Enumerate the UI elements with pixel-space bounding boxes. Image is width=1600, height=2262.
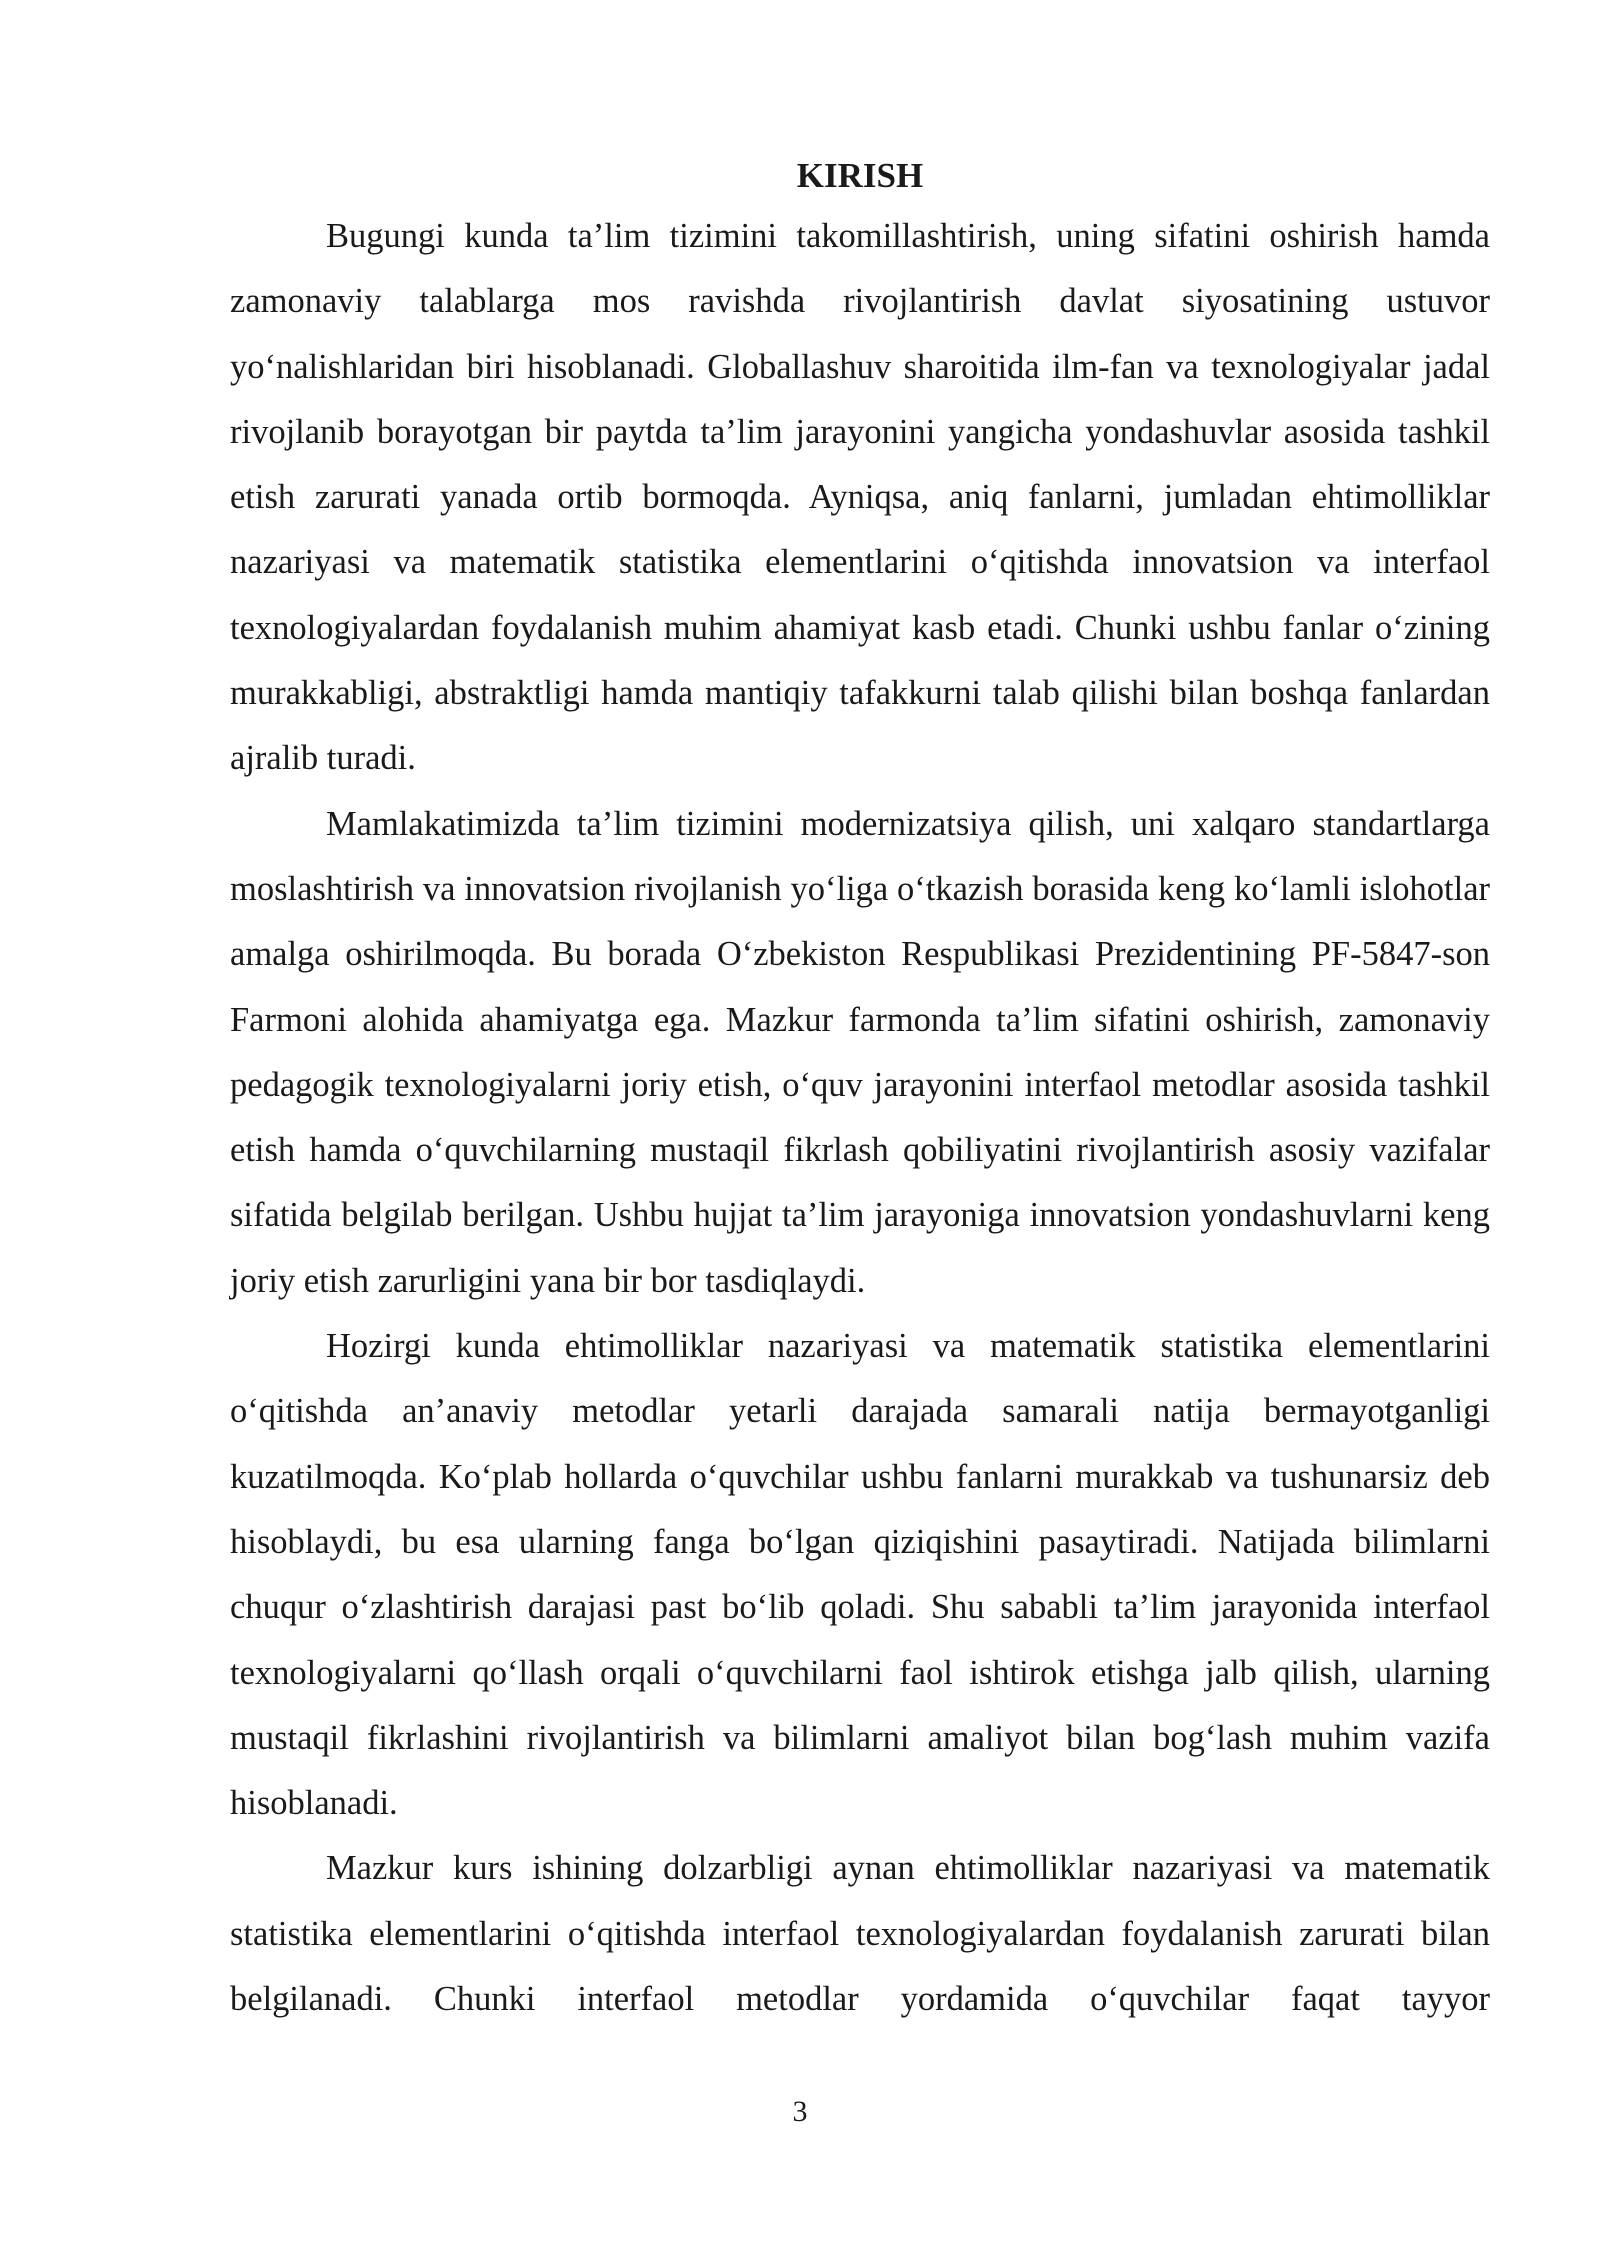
- page-number: 3: [792, 2095, 808, 2128]
- page-body: [230, 148, 1490, 2032]
- paragraph-1: Bugungi kunda ta’lim tizimini takomillashtirish, uning sifatini oshirish hamda zamonaviy talablarga mos ravishda rivojlantirish davlat siyosatining ustuvor yo‘nalishlaridan biri hisoblanadi. Globallashuv sharoitida ilm-fan va texnologiyalar jadal rivojlanib borayotgan bir paytda ta’lim jarayonini yangicha yondashuvlar asosida tashkil etish zarurati yanada ortib bormoqda. Ayniqsa, aniq fanlarni, jumladan ehtimolliklar nazariyasi va matematik statistika elementlarini o‘qitishda innovatsion va interfaol texnologiyalardan foydalanish muhim ahamiyat kasb etadi. Chunki ushbu fanlar o‘zining murakkabligi, abstraktligi hamda mantiqiy tafakkurni talab qilishi bilan boshqa fanlardan ajralib turadi.: [230, 217, 1490, 778]
- paragraph-2: Mamlakatimizda ta’lim tizimini modernizatsiya qilish, uni xalqaro standartlarga moslashtirish va innovatsion rivojlanish yo‘liga o‘tkazish borasida keng ko‘lamli islohotlar amalga oshirilmoqda. Bu borada O‘zbekiston Respublikasi Prezidentining PF-5847-son Farmoni alohida ahamiyatga ega. Mazkur farmonda ta’lim sifatini oshirish, zamonaviy pedagogik texnologiyalarni joriy etish, o‘quv jarayonini interfaol metodlar asosida tashkil etish hamda o‘quvchilarning mustaqil fikrlash qobiliyatini rivojlantirish asosiy vazifalar sifatida belgilab berilgan. Ushbu hujjat ta’lim jarayoniga innovatsion yondashuvlarni keng joriy etish zarurligini yana bir bor tasdiqlaydi.: [230, 804, 1490, 1300]
- paragraph-3: Hozirgi kunda ehtimolliklar nazariyasi va matematik statistika elementlarini o‘qitishda an’anaviy metodlar yetarli darajada samarali natija bermayotganligi kuzatilmoqda. Ko‘plab hollarda o‘quvchilar ushbu fanlarni murakkab va tushunarsiz deb hisoblaydi, bu esa ularning fanga bo‘lgan qiziqishini pasaytiradi. Natijada bilimlarni chuqur o‘zlashtirish darajasi past bo‘lib qoladi. Shu sababli ta’lim jarayonida interfaol texnologiyalarni qo‘llash orqali o‘quvchilarni faol ishtirok etishga jalb qilish, ularning mustaqil fikrlashini rivojlantirish va bilimlarni amaliyot bilan bog‘lash muhim vazifa hisoblanadi.: [230, 1327, 1490, 1823]
- paragraph-4: Mazkur kurs ishining dolzarbligi aynan ehtimolliklar nazariyasi va matematik statistika elementlarini o‘qitishda interfaol texnologiyalardan foydalanish zarurati bilan belgilanadi. Chunki interfaol metodlar yordamida o‘quvchilar faqat tayyor: [230, 1849, 1490, 2019]
- section-heading: KIRISH: [796, 156, 924, 195]
